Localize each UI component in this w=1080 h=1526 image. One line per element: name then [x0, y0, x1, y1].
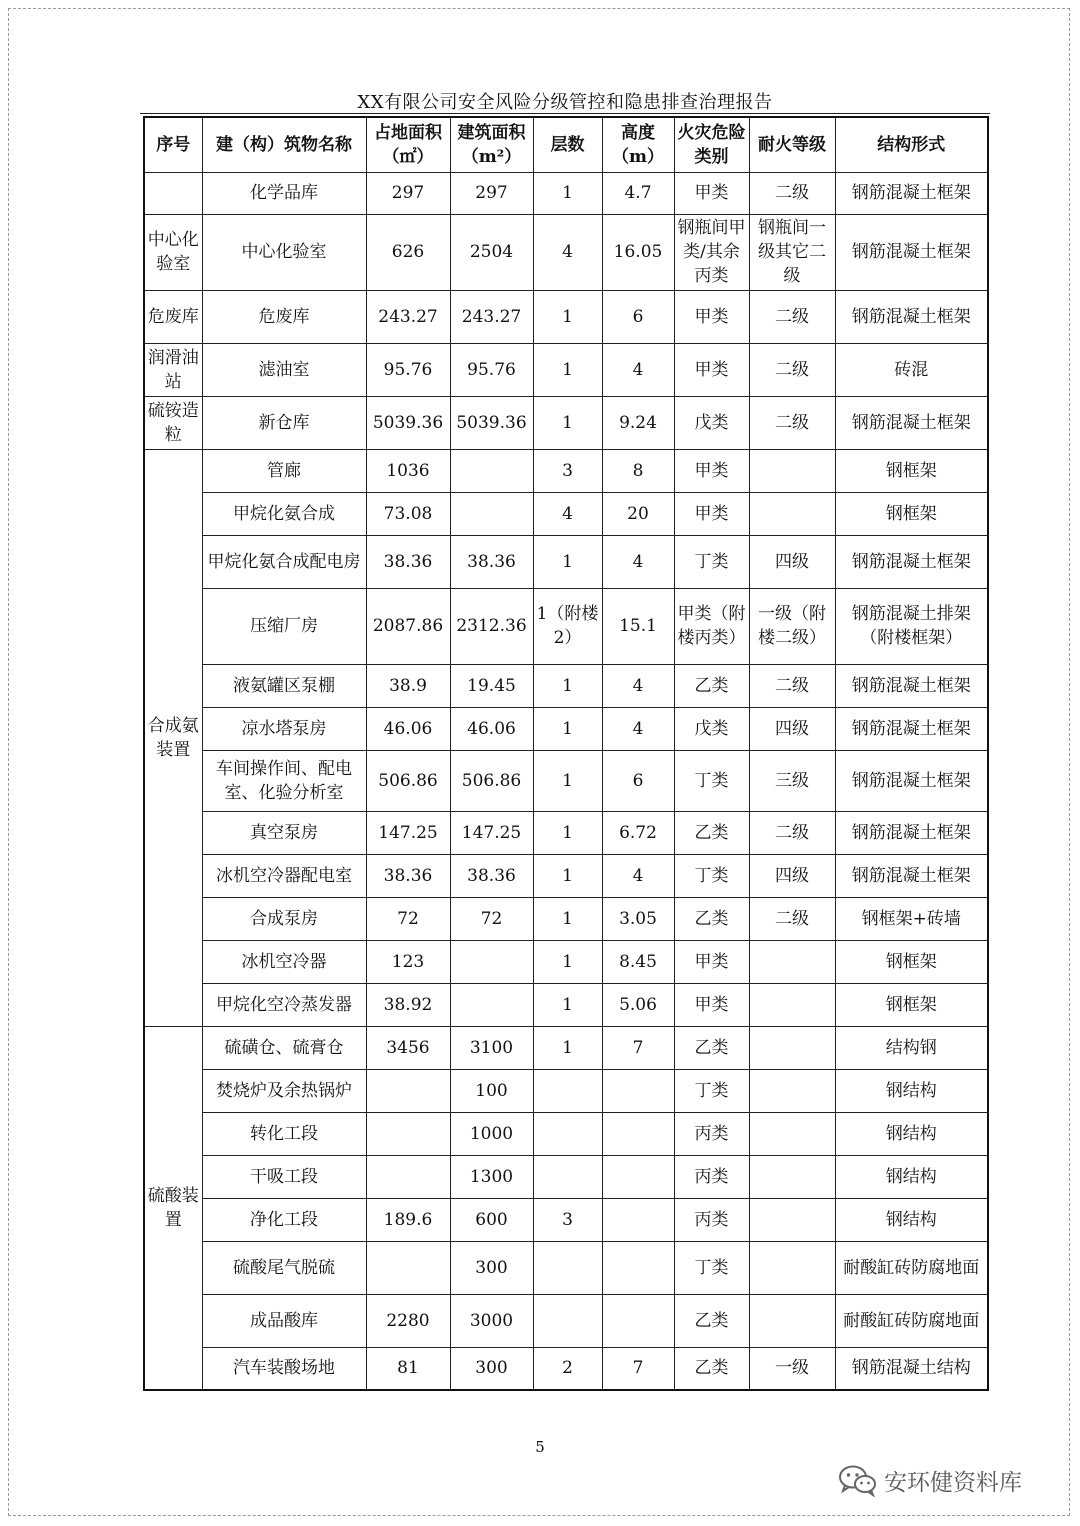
page-number: 5 — [535, 1438, 545, 1456]
table-cell: 38.9 — [366, 664, 450, 707]
table-cell: 3100 — [450, 1026, 533, 1069]
table-cell: 结构钢 — [835, 1026, 988, 1069]
table-cell: 46.06 — [450, 707, 533, 750]
table-cell: 1 — [533, 1026, 602, 1069]
table-cell: 冰机空冷器 — [202, 940, 366, 983]
table-cell: 甲烷化氨合成 — [202, 492, 366, 535]
table-cell — [533, 1069, 602, 1112]
watermark — [838, 1458, 1068, 1502]
table-cell: 1 — [533, 750, 602, 811]
section-label-cell: 硫酸装置 — [144, 1026, 202, 1390]
table-cell: 2504 — [450, 214, 533, 290]
table-cell: 1 — [533, 983, 602, 1026]
table-cell: 1 — [533, 172, 602, 214]
table-cell: 甲类 — [674, 290, 749, 343]
table-cell: 中心化验室 — [202, 214, 366, 290]
table-cell: 钢筋混凝土框架 — [835, 750, 988, 811]
table-cell: 二级 — [749, 664, 835, 707]
table-row — [144, 492, 988, 535]
header-cell: 建筑面积（m²） — [450, 117, 533, 172]
table-cell: 38.36 — [450, 854, 533, 897]
table-cell: 73.08 — [366, 492, 450, 535]
table-cell — [533, 1241, 602, 1294]
table-row — [144, 1294, 988, 1347]
table-row — [144, 854, 988, 897]
table-row — [144, 750, 988, 811]
table-row — [144, 588, 988, 664]
table-row — [144, 664, 988, 707]
table-cell: 危废库 — [202, 290, 366, 343]
table-cell: 四级 — [749, 854, 835, 897]
table-cell — [602, 1155, 674, 1198]
header-cell: 建（构）筑物名称 — [202, 117, 366, 172]
table-cell: 2312.36 — [450, 588, 533, 664]
header-rule — [140, 113, 990, 114]
table-cell: 4 — [602, 854, 674, 897]
table-cell: 6 — [602, 290, 674, 343]
table-row — [144, 1155, 988, 1198]
table-cell: 钢框架 — [835, 983, 988, 1026]
table-cell: 3 — [533, 1198, 602, 1241]
table-cell: 钢框架 — [835, 449, 988, 492]
table-row — [144, 343, 988, 396]
table-cell: 钢筋混凝土框架 — [835, 854, 988, 897]
table-cell: 钢瓶间一级其它二级 — [749, 214, 835, 290]
table-cell: 甲烷化空冷蒸发器 — [202, 983, 366, 1026]
table-cell: 2 — [533, 1347, 602, 1390]
table-cell: 123 — [366, 940, 450, 983]
table-row — [144, 707, 988, 750]
table-row — [144, 449, 988, 492]
table-cell: 300 — [450, 1347, 533, 1390]
table-cell: 243.27 — [366, 290, 450, 343]
table-cell: 钢结构 — [835, 1155, 988, 1198]
table-cell: 压缩厂房 — [202, 588, 366, 664]
table-cell: 钢瓶间甲类/其余丙类 — [674, 214, 749, 290]
table-cell: 1 — [533, 897, 602, 940]
table-cell — [749, 1294, 835, 1347]
table-row — [144, 214, 988, 290]
table-cell: 钢筋混凝土框架 — [835, 396, 988, 449]
risk-report-table — [143, 116, 989, 1391]
table-cell: 新仓库 — [202, 396, 366, 449]
table-row — [144, 897, 988, 940]
section-label-cell: 硫铵造粒 — [144, 396, 202, 449]
table-cell: 1000 — [450, 1112, 533, 1155]
table-cell: 147.25 — [366, 811, 450, 854]
table-cell: 化学品库 — [202, 172, 366, 214]
table-cell — [366, 1112, 450, 1155]
section-label-cell: 合成氨装置 — [144, 449, 202, 1026]
table-cell: 3.05 — [602, 897, 674, 940]
table-cell: 二级 — [749, 290, 835, 343]
table-cell — [450, 492, 533, 535]
table-cell: 四级 — [749, 535, 835, 588]
table-cell: 4 — [602, 707, 674, 750]
table-cell: 钢筋混凝土排架（附楼框架） — [835, 588, 988, 664]
table-cell: 钢框架+砖墙 — [835, 897, 988, 940]
table-cell: 乙类 — [674, 897, 749, 940]
table-cell: 4 — [533, 214, 602, 290]
table-cell: 9.24 — [602, 396, 674, 449]
table-cell: 38.36 — [450, 535, 533, 588]
table-cell — [749, 1198, 835, 1241]
table-cell: 凉水塔泵房 — [202, 707, 366, 750]
table-cell: 7 — [602, 1026, 674, 1069]
table-cell: 4 — [533, 492, 602, 535]
table-cell: 1 — [533, 707, 602, 750]
table-cell: 1 — [533, 940, 602, 983]
table-cell: 甲类 — [674, 940, 749, 983]
table-cell: 506.86 — [450, 750, 533, 811]
table-cell: 干吸工段 — [202, 1155, 366, 1198]
table-cell: 38.36 — [366, 854, 450, 897]
table-cell — [602, 1198, 674, 1241]
header-cell: 高度（m） — [602, 117, 674, 172]
table-cell: 506.86 — [366, 750, 450, 811]
table-cell: 合成泵房 — [202, 897, 366, 940]
table-cell: 1 — [533, 854, 602, 897]
table-cell: 甲类 — [674, 449, 749, 492]
table-cell: 钢筋混凝土框架 — [835, 664, 988, 707]
table-cell — [450, 449, 533, 492]
table-cell — [533, 1112, 602, 1155]
table-cell: 丙类 — [674, 1155, 749, 1198]
table-cell: 戊类 — [674, 396, 749, 449]
table-cell: 16.05 — [602, 214, 674, 290]
table-cell: 300 — [450, 1241, 533, 1294]
table-cell: 液氨罐区泵棚 — [202, 664, 366, 707]
table-cell: 净化工段 — [202, 1198, 366, 1241]
table-cell: 甲类 — [674, 172, 749, 214]
table-cell: 丁类 — [674, 750, 749, 811]
table-cell: 钢结构 — [835, 1112, 988, 1155]
table-cell: 15.1 — [602, 588, 674, 664]
table-cell: 硫酸尾气脱硫 — [202, 1241, 366, 1294]
table-cell: 1 — [533, 811, 602, 854]
table-row — [144, 1198, 988, 1241]
table-cell: 管廊 — [202, 449, 366, 492]
table-cell: 95.76 — [450, 343, 533, 396]
table-cell — [366, 1069, 450, 1112]
page-header-title: XX有限公司安全风险分级管控和隐患排查治理报告 — [357, 92, 773, 113]
table-cell: 2280 — [366, 1294, 450, 1347]
table-cell: 钢筋混凝土结构 — [835, 1347, 988, 1390]
table-cell: 二级 — [749, 172, 835, 214]
table-cell: 钢筋混凝土框架 — [835, 707, 988, 750]
table-cell — [602, 1112, 674, 1155]
section-label-cell: 危废库 — [144, 290, 202, 343]
table-row — [144, 983, 988, 1026]
table-cell: 95.76 — [366, 343, 450, 396]
table-cell: 8 — [602, 449, 674, 492]
table-cell — [749, 1112, 835, 1155]
table-cell: 二级 — [749, 396, 835, 449]
table-cell — [602, 1241, 674, 1294]
table-cell: 钢筋混凝土框架 — [835, 811, 988, 854]
table-row — [144, 1026, 988, 1069]
table-cell: 3 — [533, 449, 602, 492]
table-cell: 成品酸库 — [202, 1294, 366, 1347]
table-cell: 4 — [602, 664, 674, 707]
table-cell: 戊类 — [674, 707, 749, 750]
wechat-icon — [838, 1463, 878, 1497]
table-cell: 转化工段 — [202, 1112, 366, 1155]
section-label-cell — [144, 172, 202, 214]
table-cell — [749, 1026, 835, 1069]
header-cell: 层数 — [533, 117, 602, 172]
table-cell: 二级 — [749, 897, 835, 940]
table-cell — [749, 492, 835, 535]
table-cell: 乙类 — [674, 1294, 749, 1347]
table-row — [144, 1241, 988, 1294]
table-cell: 3000 — [450, 1294, 533, 1347]
table-cell: 一级（附楼二级） — [749, 588, 835, 664]
table-cell: 7 — [602, 1347, 674, 1390]
table-cell: 297 — [366, 172, 450, 214]
table-row — [144, 1347, 988, 1390]
table-cell: 乙类 — [674, 1347, 749, 1390]
table-cell: 一级 — [749, 1347, 835, 1390]
table-cell: 81 — [366, 1347, 450, 1390]
table-cell: 钢框架 — [835, 492, 988, 535]
table-cell: 297 — [450, 172, 533, 214]
table-cell — [749, 940, 835, 983]
table-row — [144, 535, 988, 588]
table-cell: 四级 — [749, 707, 835, 750]
table-cell: 19.45 — [450, 664, 533, 707]
table-header-row — [144, 117, 988, 172]
table-cell: 1300 — [450, 1155, 533, 1198]
table-cell: 1 — [533, 343, 602, 396]
table-cell: 二级 — [749, 343, 835, 396]
table-row — [144, 811, 988, 854]
table-cell: 4 — [602, 343, 674, 396]
table-cell: 20 — [602, 492, 674, 535]
table-cell — [749, 1241, 835, 1294]
table-cell: 硫磺仓、硫膏仓 — [202, 1026, 366, 1069]
table-cell: 甲类 — [674, 343, 749, 396]
table-cell: 4 — [602, 535, 674, 588]
table-cell: 600 — [450, 1198, 533, 1241]
table-cell: 3456 — [366, 1026, 450, 1069]
table-cell: 甲类（附楼丙类） — [674, 588, 749, 664]
table-cell — [366, 1241, 450, 1294]
table-cell: 72 — [450, 897, 533, 940]
table-cell: 钢结构 — [835, 1069, 988, 1112]
header-cell: 占地面积（㎡） — [366, 117, 450, 172]
table-cell: 1036 — [366, 449, 450, 492]
table-cell: 1 — [533, 290, 602, 343]
table-cell: 626 — [366, 214, 450, 290]
table-cell: 8.45 — [602, 940, 674, 983]
header-cell: 耐火等级 — [749, 117, 835, 172]
table-cell — [450, 940, 533, 983]
table-cell: 乙类 — [674, 1026, 749, 1069]
table-cell: 6 — [602, 750, 674, 811]
table-cell: 丁类 — [674, 535, 749, 588]
section-label-cell: 中心化验室 — [144, 214, 202, 290]
watermark-text: 安环健资料库 — [884, 1469, 1022, 1496]
table-cell: 6.72 — [602, 811, 674, 854]
table-cell: 丁类 — [674, 1241, 749, 1294]
table-cell: 钢筋混凝土框架 — [835, 290, 988, 343]
table-cell: 2087.86 — [366, 588, 450, 664]
table-cell — [602, 1069, 674, 1112]
table-cell: 钢筋混凝土框架 — [835, 214, 988, 290]
header-cell: 序号 — [144, 117, 202, 172]
table-cell: 甲类 — [674, 983, 749, 1026]
table-cell: 真空泵房 — [202, 811, 366, 854]
table-cell — [602, 1294, 674, 1347]
table-cell: 车间操作间、配电室、化验分析室 — [202, 750, 366, 811]
table-row — [144, 396, 988, 449]
table-cell: 钢框架 — [835, 940, 988, 983]
table-cell: 滤油室 — [202, 343, 366, 396]
table-cell: 砖混 — [835, 343, 988, 396]
table-cell: 丁类 — [674, 1069, 749, 1112]
table-cell: 189.6 — [366, 1198, 450, 1241]
table-row — [144, 1069, 988, 1112]
table-cell: 1 — [533, 535, 602, 588]
table-cell: 钢结构 — [835, 1198, 988, 1241]
table-cell: 丁类 — [674, 854, 749, 897]
table-cell: 丙类 — [674, 1198, 749, 1241]
table-cell: 1 — [533, 664, 602, 707]
table-row — [144, 172, 988, 214]
table-cell: 冰机空冷器配电室 — [202, 854, 366, 897]
table-cell: 三级 — [749, 750, 835, 811]
table-cell: 钢筋混凝土框架 — [835, 172, 988, 214]
table-cell — [749, 449, 835, 492]
table-cell: 丙类 — [674, 1112, 749, 1155]
table-cell: 甲类 — [674, 492, 749, 535]
table-cell: 38.36 — [366, 535, 450, 588]
table-cell — [450, 983, 533, 1026]
table-cell: 72 — [366, 897, 450, 940]
table-cell: 乙类 — [674, 664, 749, 707]
table-cell: 钢筋混凝土框架 — [835, 535, 988, 588]
table-cell — [749, 1069, 835, 1112]
table-cell — [366, 1155, 450, 1198]
table-cell — [533, 1155, 602, 1198]
table-cell: 汽车装酸场地 — [202, 1347, 366, 1390]
table-cell: 1 — [533, 396, 602, 449]
table-cell: 4.7 — [602, 172, 674, 214]
header-cell: 结构形式 — [835, 117, 988, 172]
table-cell: 5039.36 — [450, 396, 533, 449]
table-cell: 100 — [450, 1069, 533, 1112]
table-cell: 耐酸缸砖防腐地面 — [835, 1294, 988, 1347]
table-cell: 耐酸缸砖防腐地面 — [835, 1241, 988, 1294]
table-cell: 甲烷化氨合成配电房 — [202, 535, 366, 588]
table-row — [144, 940, 988, 983]
table-cell: 243.27 — [450, 290, 533, 343]
header-cell: 火灾危险类别 — [674, 117, 749, 172]
table-cell: 1（附楼2） — [533, 588, 602, 664]
table-cell: 147.25 — [450, 811, 533, 854]
table-cell: 焚烧炉及余热锅炉 — [202, 1069, 366, 1112]
table-cell — [749, 983, 835, 1026]
table-cell: 5.06 — [602, 983, 674, 1026]
table-cell — [749, 1155, 835, 1198]
table-cell: 46.06 — [366, 707, 450, 750]
table-body — [144, 172, 988, 1390]
table-cell: 二级 — [749, 811, 835, 854]
table-cell: 38.92 — [366, 983, 450, 1026]
table-cell — [533, 1294, 602, 1347]
table-cell: 5039.36 — [366, 396, 450, 449]
table-row — [144, 290, 988, 343]
table-cell: 乙类 — [674, 811, 749, 854]
table-row — [144, 1112, 988, 1155]
section-label-cell: 润滑油站 — [144, 343, 202, 396]
